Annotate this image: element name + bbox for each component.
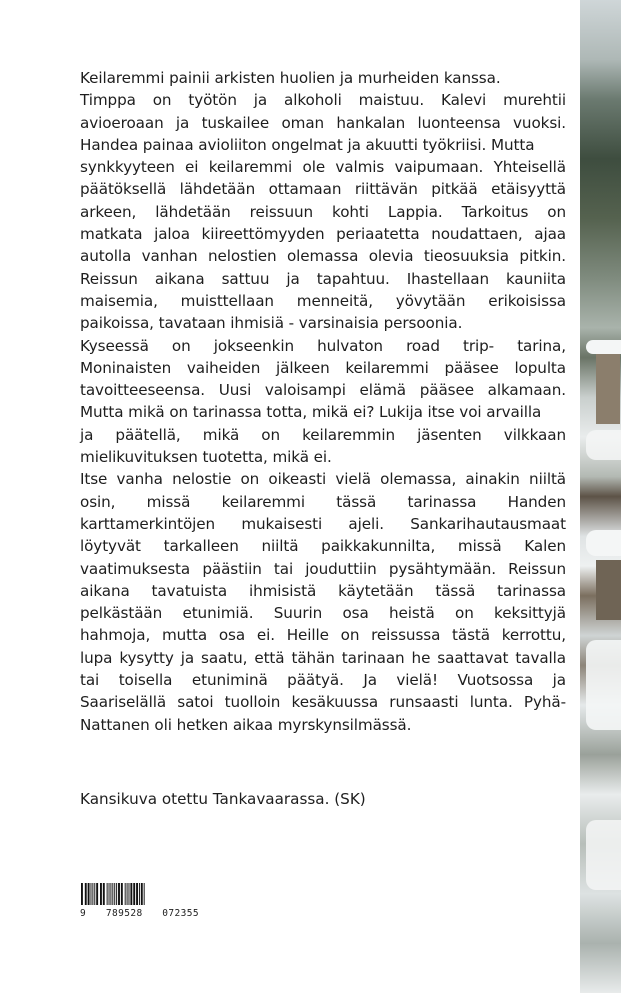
text-line: ja päätellä, mikä on keilaremmin jäsenten vilkkaan — [80, 425, 566, 444]
barcode-bar — [112, 883, 113, 905]
text-line: Moninaisten vaiheiden jälkeen keilaremmi pääsee lopulta — [80, 358, 566, 377]
cover-photo-edge — [580, 0, 621, 993]
text-line: Mutta mikä on tarinassa totta, mikä ei? Lukija itse voi arvailla — [80, 403, 542, 422]
snow-ledge-shape — [586, 640, 621, 730]
barcode-bar — [127, 883, 128, 905]
barcode-bar — [110, 883, 111, 905]
text-line: Reissun aikana sattuu ja tapahtuu. Ihastellaan kauniita — [80, 269, 566, 288]
text-line: arkeen, lähdetään reissuun kohti Lappia. Tarkoitus on — [80, 202, 566, 221]
barcode-bar — [85, 883, 87, 905]
barcode-bar — [92, 883, 93, 905]
blurb-text — [80, 67, 566, 736]
snow-ledge-shape — [586, 340, 621, 354]
barcode-bar — [109, 883, 110, 905]
barcode-bar — [88, 883, 90, 905]
text-line: matkata jaloa kiireettömyyden periaatetta noudattaen, ajaa — [80, 225, 566, 244]
barcode-bar — [133, 883, 135, 905]
text-line: maisemia, muisttellaan menneitä, yövytään erikoisissa — [80, 291, 566, 310]
barcode-bar — [118, 883, 120, 905]
barcode-bar — [121, 883, 123, 905]
barcode-bar — [130, 883, 132, 905]
barcode-bar — [139, 883, 140, 905]
barcode-bar — [125, 883, 126, 905]
barcode-bar — [129, 883, 130, 905]
text-line: Handea painaa avioliiton ongelmat ja akuutti työkriisi. Mutta — [80, 135, 535, 154]
barcode-bar — [96, 883, 98, 905]
text-line: Nattanen oli hetken aikaa myrskynsilmässä. — [80, 715, 412, 734]
text-line: tavoitteeseensa. Uusi valoisampi elämä pääsee alkamaan. — [80, 381, 566, 400]
text-line: päätöksellä lähdetään ottamaan riittävän pitkää etäisyyttä — [80, 180, 566, 199]
snow-ledge-shape — [586, 430, 621, 460]
isbn-digit-group: 789528 — [105, 908, 143, 919]
barcode-bar — [141, 883, 143, 905]
snow-ledge-shape — [586, 820, 621, 890]
text-line: aikana tavatuista ihmisistä käytetään tässä tarinassa — [80, 581, 566, 600]
text-line: synkkyyteen ei keilaremmi ole valmis vaipumaan. Yhteisellä — [80, 158, 566, 177]
barcode-bar — [107, 883, 108, 905]
barcode-bar — [144, 883, 145, 905]
isbn-number — [80, 908, 199, 919]
barcode-bar — [81, 883, 83, 905]
snow-ledge-shape — [586, 530, 621, 556]
text-line: karttamerkintöjen mukaisesti ajeli. Sankarihautausmaat — [80, 514, 566, 533]
barcode-bar — [94, 883, 95, 905]
text-line: tai toisella etuniminä päätyä. Ja vielä! Vuotsossa ja — [80, 671, 566, 690]
text-line: vaatimuksesta päästiin tai jouduttiin pysähtymään. Reissun — [80, 559, 566, 578]
isbn-digit-group: 072355 — [162, 908, 199, 919]
text-line: osin, missä keilaremmi tässä tarinassa Handen — [80, 492, 566, 511]
cover-photo-credit: Kansikuva otettu Tankavaarassa. (SK) — [80, 790, 366, 808]
text-line: Saariselällä satoi tuolloin kesäkuussa runsaasti lunta. Pyhä- — [80, 693, 566, 712]
post-shape — [596, 560, 621, 620]
text-line: Timppa on työtön ja alkoholi maistuu. Kalevi murehtii — [80, 91, 566, 110]
text-line: mielikuvituksen tuotetta, mikä ei. — [80, 448, 332, 467]
text-line: autolla vanhan nelostien olemassa olevia tieosuuksia pitkin. — [80, 247, 566, 266]
text-line: Kyseessä on jokseenkin hulvaton road trip- tarina, — [80, 336, 566, 355]
isbn-digit-group: 9 — [80, 908, 87, 919]
barcode-bar — [116, 883, 117, 905]
text-line: Keilaremmi painii arkisten huolien ja murheiden kanssa. — [80, 69, 501, 87]
barcode-bars — [80, 883, 204, 905]
barcode-bar — [136, 883, 138, 905]
text-line: löytyvät tarkalleen niiltä paikkakunnilta, missä Kalen — [80, 537, 566, 556]
text-line: avioeroaan ja tuskailee oman hankalan luonteensa vuoksi. — [80, 113, 566, 132]
text-line: lupa kysytty ja saatu, että tähän tarinaan he saattavat tavalla — [80, 648, 566, 667]
post-shape — [596, 354, 620, 424]
barcode-bar — [103, 883, 105, 905]
barcode-bar — [100, 883, 102, 905]
text-line: hahmoja, mutta osa ei. Heille on reissussa tästä kerrottu, — [80, 626, 566, 645]
barcode-bar — [91, 883, 92, 905]
text-line: pelkästään etunimiä. Suurin osa heistä on keksittyjä — [80, 604, 566, 623]
barcode-bar — [114, 883, 115, 905]
isbn-barcode — [80, 883, 204, 919]
text-line: Itse vanha nelostie on oikeasti vielä olemassa, ainakin niiltä — [80, 470, 566, 489]
text-line: paikoissa, tavataan ihmisiä - varsinaisia persoonia. — [80, 314, 463, 333]
